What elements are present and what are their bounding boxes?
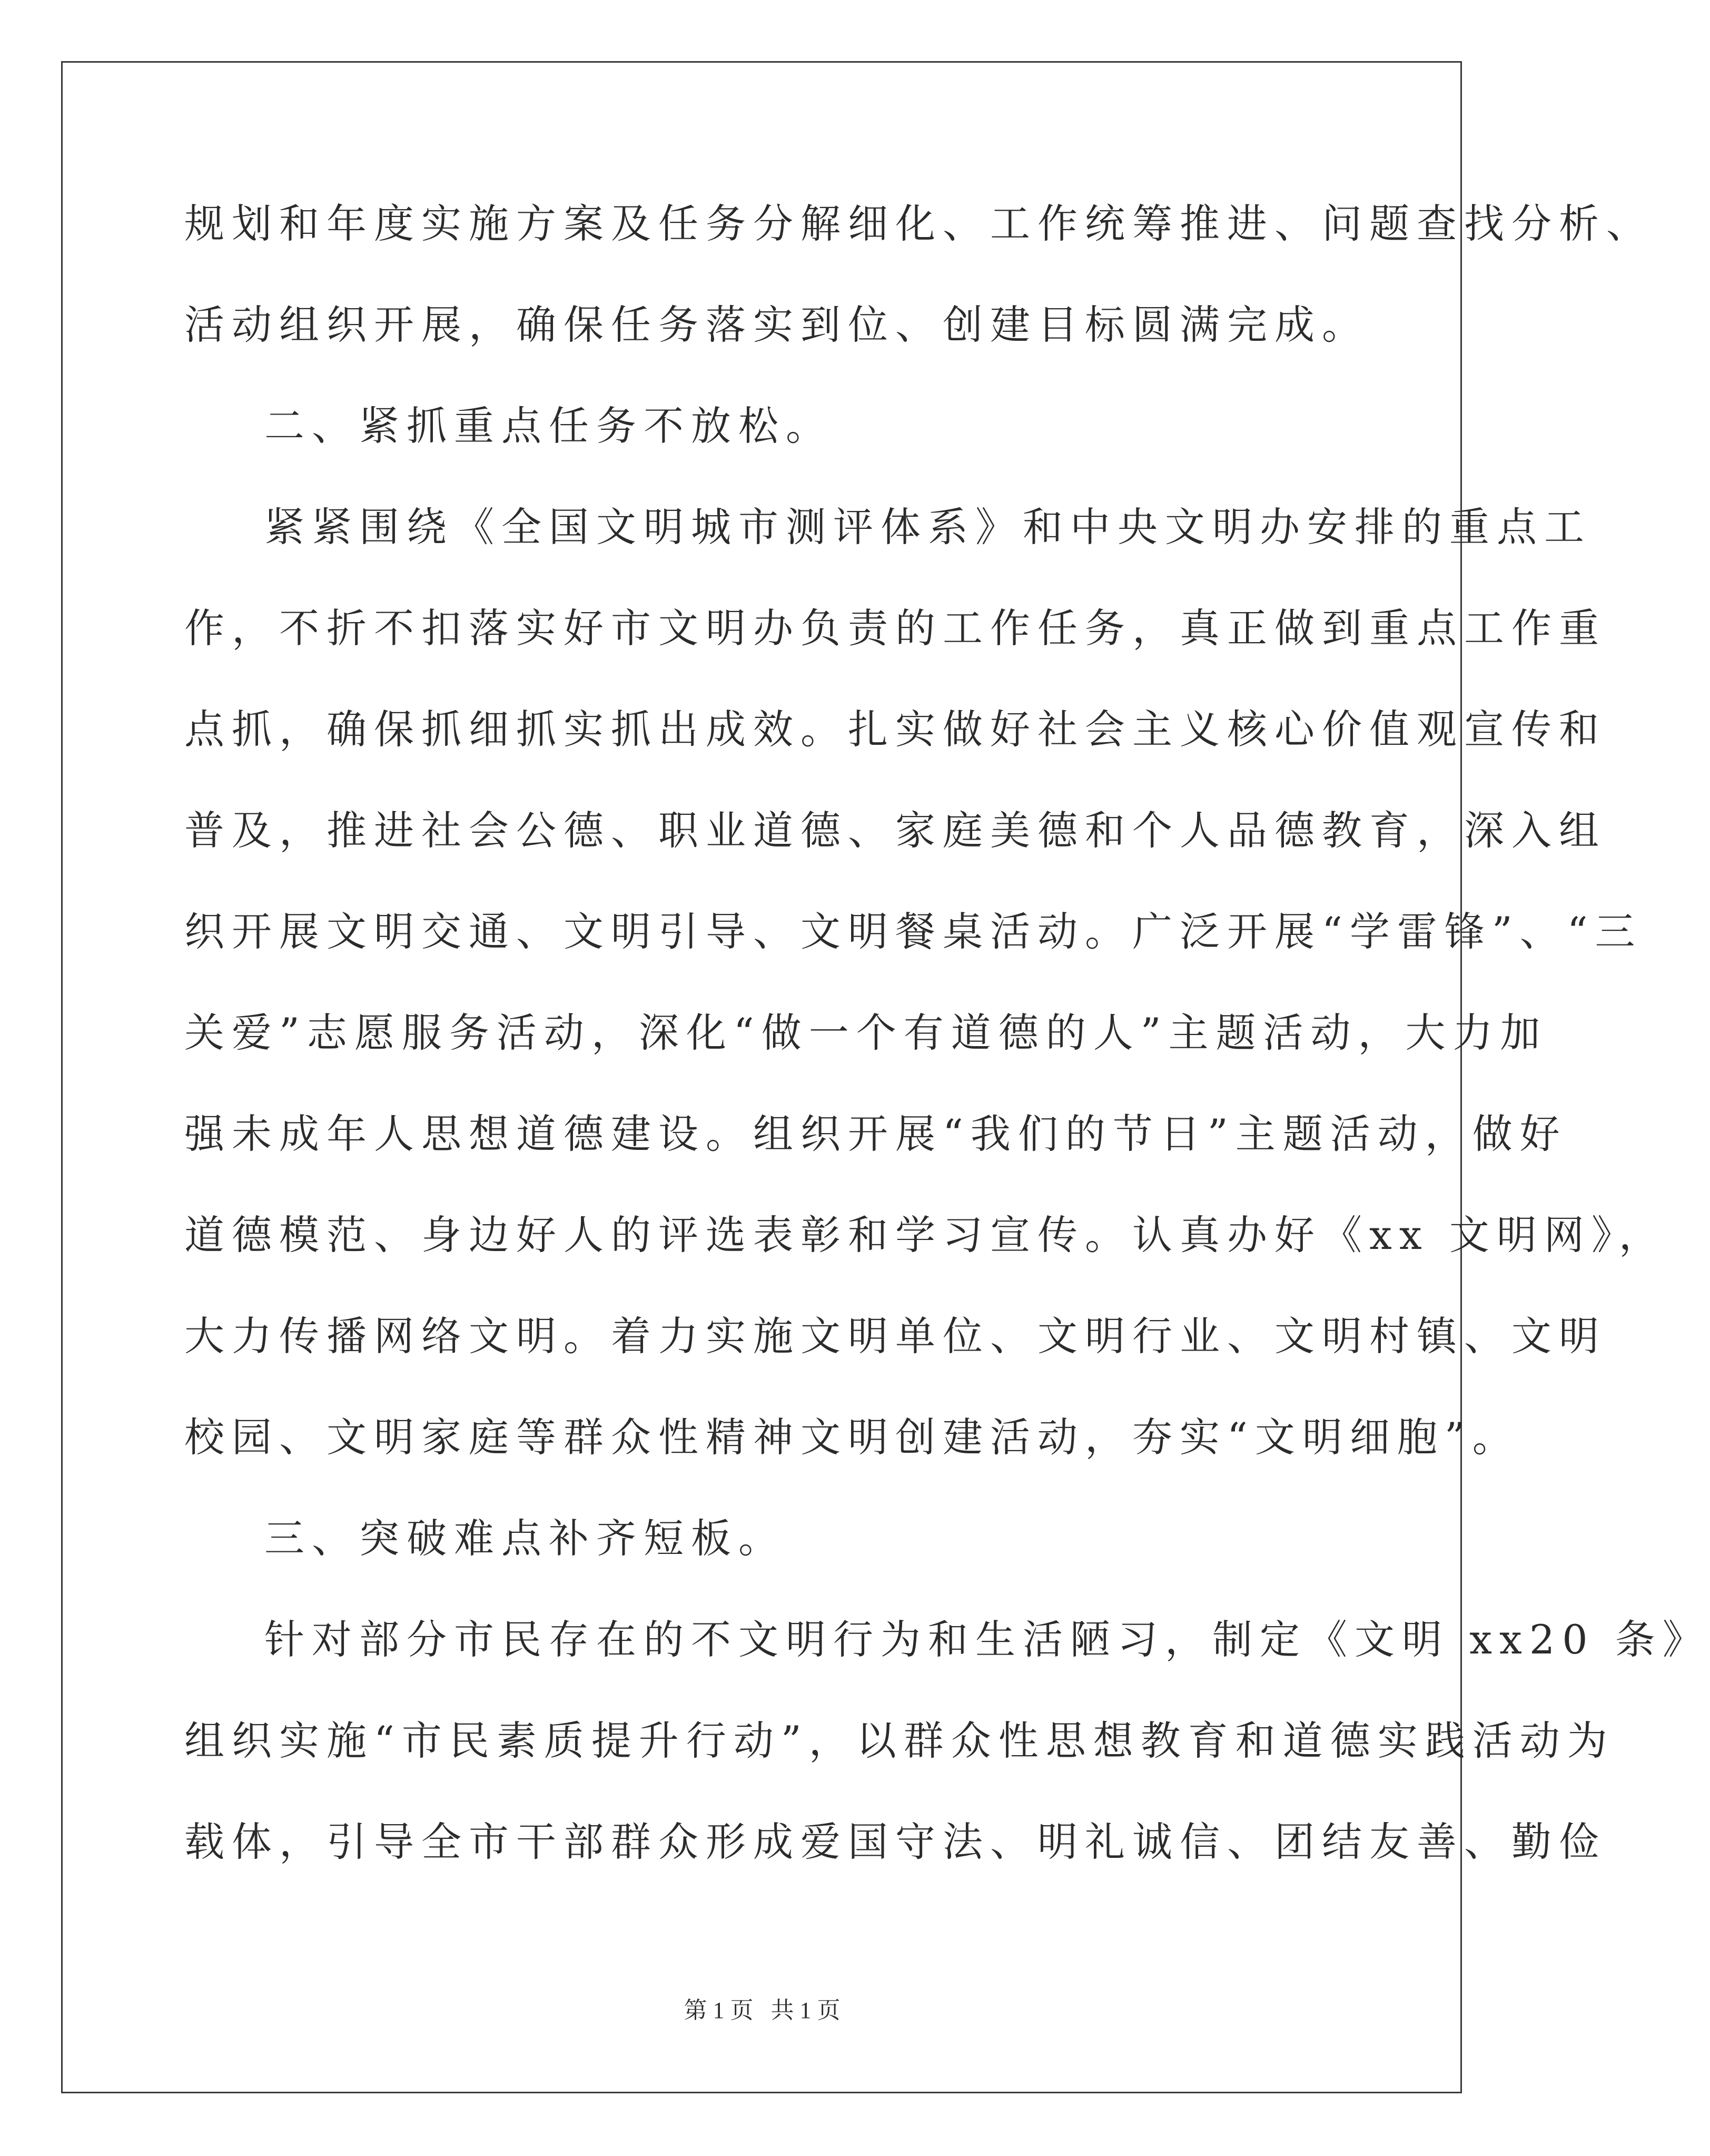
text-line: 载体，引导全市干部群众形成爱国守法、明礼诚信、团结友善、勤俭 <box>184 1818 1606 1865</box>
text-line: 道德模范、身边好人的评选表彰和学习宣传。认真办好《xx 文明网》， <box>184 1212 1666 1258</box>
document-body <box>184 195 1710 1914</box>
text-line: 校园、文明家庭等群众性精神文明创建活动，夯实“文明细胞”。 <box>184 1414 1520 1461</box>
text-line: 强未成年人思想道德建设。组织开展“我们的节日”主题活动，做好 <box>184 1110 1567 1157</box>
text-line: 点抓，确保抓细抓实抓出成效。扎实做好社会主义核心价值观宣传和 <box>184 706 1606 753</box>
page-footer <box>0 1991 1524 2025</box>
text-line: 活动组织开展，确保任务落实到位、创建目标圆满完成。 <box>184 301 1369 348</box>
text-line: 织开展文明交通、文明引导、文明餐桌活动。广泛开展“学雷锋”、“三 <box>184 908 1643 955</box>
text-line: 紧紧围绕《全国文明城市测评体系》和中央文明办安排的重点工 <box>264 504 1592 550</box>
page-total: 共 1 页 <box>770 1997 841 2023</box>
section-heading: 三、突破难点补齐短板。 <box>264 1515 786 1562</box>
text-line: 大力传播网络文明。着力实施文明单位、文明行业、文明村镇、文明 <box>184 1313 1606 1360</box>
text-line: 关爱”志愿服务活动，深化“做一个有道德的人”主题活动，大力加 <box>184 1009 1548 1056</box>
text-line: 规划和年度实施方案及任务分解细化、工作统筹推进、问题查找分析、 <box>184 200 1654 247</box>
text-line: 作，不折不扣落实好市文明办负责的工作任务，真正做到重点工作重 <box>184 605 1606 652</box>
text-line: 组织实施“市民素质提升行动”，以群众性思想教育和道德实践活动为 <box>184 1717 1615 1764</box>
text-line: 普及，推进社会公德、职业道德、家庭美德和个人品德教育，深入组 <box>184 807 1606 854</box>
page-number: 第 1 页 <box>684 1997 754 2023</box>
text-line: 针对部分市民存在的不文明行为和生活陋习，制定《文明 xx20 条》 <box>264 1616 1710 1663</box>
section-heading: 二、紧抓重点任务不放松。 <box>264 402 833 449</box>
